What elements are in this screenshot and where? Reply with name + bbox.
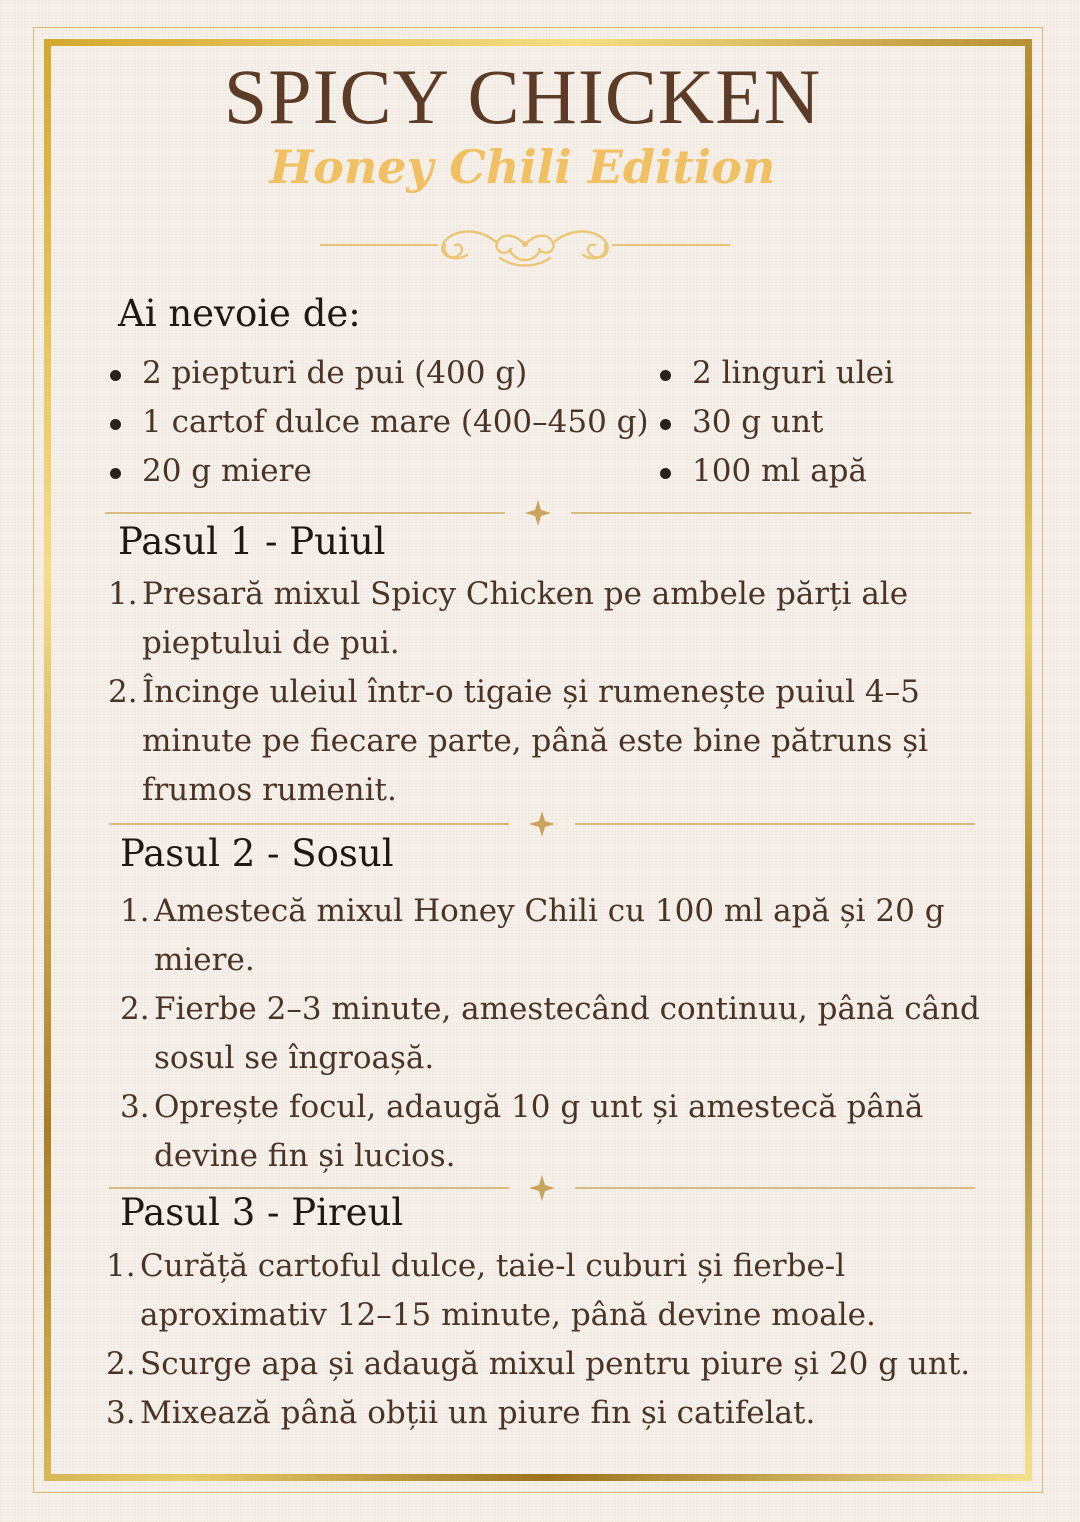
- step-item: [106, 1340, 986, 1389]
- step-item: [106, 1389, 986, 1438]
- step-text: Oprește focul, adaugă 10 g unt și amestecă până devine fin și lucios.: [154, 1089, 924, 1174]
- step-item: [108, 570, 938, 668]
- ingredient-item: [110, 447, 649, 496]
- step-number: 1.: [106, 1248, 136, 1284]
- step-item: [108, 668, 938, 815]
- step-number: 1.: [108, 576, 138, 612]
- step-item: [120, 887, 1000, 985]
- step-item: [120, 985, 1000, 1083]
- step-number: 2.: [120, 991, 150, 1027]
- step-number: 1.: [120, 893, 150, 929]
- step-number: 2.: [108, 674, 138, 710]
- step-text: Scurge apa și adaugă mixul pentru piure și 20 g unt.: [140, 1346, 971, 1382]
- step-text: Amestecă mixul Honey Chili cu 100 ml apă și 20 g miere.: [154, 893, 945, 978]
- step-number: 3.: [120, 1089, 150, 1125]
- ingredient-item: [660, 349, 894, 398]
- sparkle-icon: [529, 811, 555, 837]
- ingredient-item: [660, 398, 894, 447]
- ingredient-text: 1 cartof dulce mare (400–450 g): [142, 404, 649, 440]
- ingredients-heading: Ai nevoie de:: [118, 292, 361, 335]
- step-number: 3.: [106, 1395, 136, 1431]
- step-text: Curăță cartoful dulce, taie-l cuburi și fierbe-l aproximativ 12–15 minute, până devine moale.: [140, 1248, 876, 1333]
- ingredient-text: 2 piepturi de pui (400 g): [142, 355, 528, 391]
- step2-list: [120, 887, 1000, 1181]
- recipe-title: SPICY CHICKEN: [223, 53, 822, 140]
- step-text: Mixează până obții un piure fin și catifelat.: [140, 1395, 816, 1431]
- step3-list: [106, 1242, 986, 1438]
- step-text: Presară mixul Spicy Chicken pe ambele părți ale pieptului de pui.: [142, 576, 909, 661]
- ingredient-text: 20 g miere: [142, 453, 312, 489]
- ingredients-list-right: [660, 349, 894, 496]
- ingredient-item: [660, 447, 894, 496]
- recipe-subtitle: Honey Chili Edition: [269, 140, 776, 194]
- step-text: Încinge uleiul într-o tigaie și rumenește puiul 4–5 minute pe fiecare parte, până este bine pătruns și frumos rumenit.: [142, 674, 929, 808]
- ingredients-list-left: [110, 349, 649, 496]
- step-text: Fierbe 2–3 minute, amestecând continuu, până când sosul se îngroașă.: [154, 991, 980, 1076]
- step3-heading: Pasul 3 - Pireul: [120, 1191, 404, 1234]
- sparkle-icon: [525, 500, 551, 526]
- sparkle-icon: [529, 1175, 555, 1201]
- ingredient-text: 2 linguri ulei: [692, 355, 894, 391]
- ingredient-text: 100 ml apă: [692, 453, 867, 489]
- step-item: [106, 1242, 986, 1340]
- ingredient-item: [110, 398, 649, 447]
- ingredient-text: 30 g unt: [692, 404, 824, 440]
- step1-heading: Pasul 1 - Puiul: [118, 520, 386, 563]
- ingredient-item: [110, 349, 649, 398]
- ornament-flourish: [320, 218, 730, 270]
- step-item: [120, 1083, 1000, 1181]
- step-number: 2.: [106, 1346, 136, 1382]
- step2-heading: Pasul 2 - Sosul: [120, 832, 394, 875]
- step1-list: [108, 570, 938, 815]
